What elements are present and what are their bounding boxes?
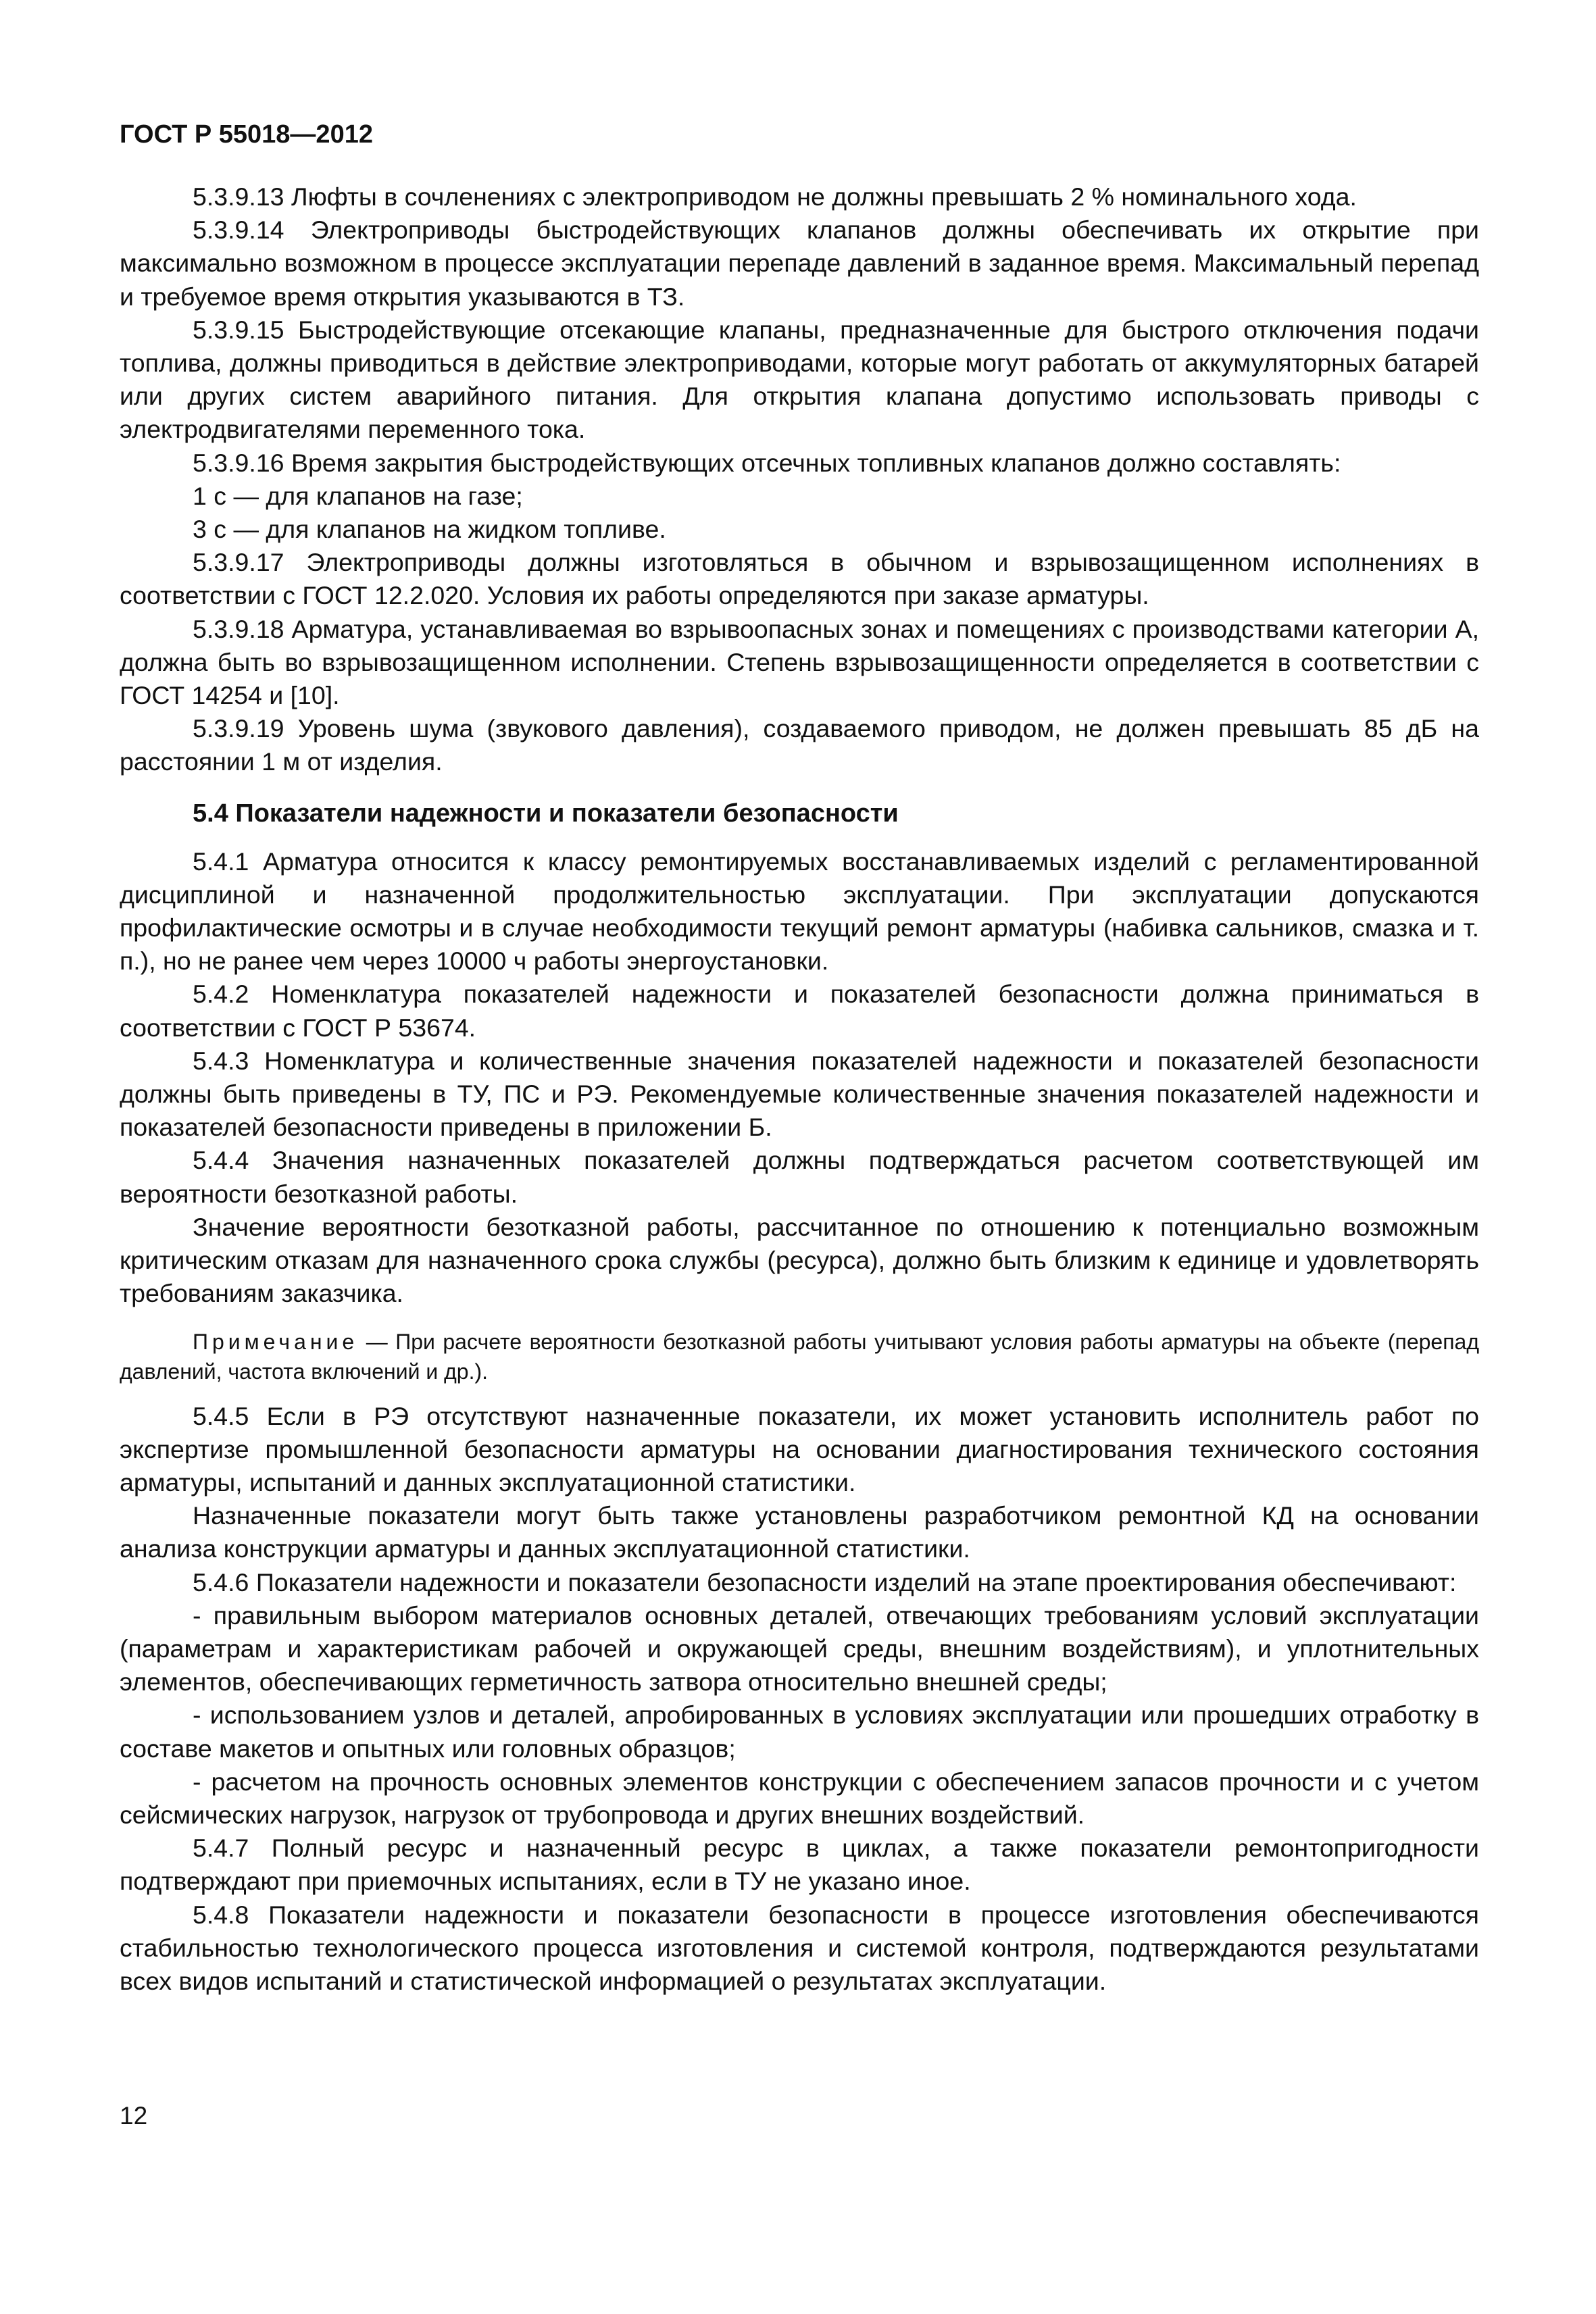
paragraph-5-3-9-19: 5.3.9.19 Уровень шума (звукового давления), создаваемого приводом, не должен превышать 85 дБ на расстоянии 1 м от изделия.	[120, 714, 1479, 776]
list-item-strength-calculation: - расчетом на прочность основных элементов конструкции с обеспечением запасов прочности и с учетом сейсмических нагрузок, нагрузок от трубопровода и других внешних воздействий.	[120, 1767, 1479, 1829]
paragraph-5-3-9-16: 5.3.9.16 Время закрытия быстродействующих отсечных топливных клапанов должно составлять:	[193, 448, 1341, 477]
paragraph-5-4-3: 5.4.3 Номенклатура и количественные значения показателей надежности и показателей безопасности должны быть приведены в ТУ, ПС и РЭ. Рекомендуемые количественные значения показателей надежности и показателей безопасности приведены в приложении Б.	[120, 1046, 1479, 1142]
paragraph-5-4-6: 5.4.6 Показатели надежности и показатели безопасности изделий на этапе проектирования обеспечивают:	[193, 1567, 1457, 1596]
list-item-gas: 1 с — для клапанов на газе;	[193, 481, 523, 510]
document-body	[120, 180, 1479, 1998]
paragraph-probability-value: Значение вероятности безотказной работы, рассчитанное по отношению к потенциально возможным критическим отказам для назначенного срока службы (ресурса), должно быть близким к единице и удовлетворять требованиям заказчика.	[120, 1212, 1479, 1308]
paragraph-5-4-8: 5.4.8 Показатели надежности и показатели безопасности в процессе изготовления обеспечиваются стабильностью технологического процесса изготовления и системой контроля, подтверждаются результатами всех видов испытаний и статистической информацией о результатах эксплуатации.	[120, 1900, 1479, 1995]
document-page	[120, 118, 1479, 1998]
note-text: — При расчете вероятности безотказной работы учитывают условия работы арматуры на объекте (перепад давлений, частота включений и др.).	[120, 1329, 1479, 1384]
paragraph-5-3-9-14: 5.3.9.14 Электроприводы быстродействующих клапанов должны обеспечивать их открытие при максимально возможном в процессе эксплуатации перепаде давлений в заданное время. Максимальный перепад и требуемое время открытия указываются в ТЗ.	[120, 216, 1479, 311]
paragraph-5-4-2: 5.4.2 Номенклатура показателей надежности и показателей безопасности должна приниматься в соответствии с ГОСТ Р 53674.	[120, 980, 1479, 1042]
paragraph-5-3-9-13: 5.3.9.13 Люфты в сочленениях с электроприводом не должны превышать 2 % номинального хода.	[193, 182, 1357, 211]
paragraph-5-4-7: 5.4.7 Полный ресурс и назначенный ресурс в циклах, а также показатели ремонтопригодности подтверждают при приемочных испытаниях, если в ТУ не указано иное.	[120, 1834, 1479, 1896]
list-item-components: - использованием узлов и деталей, апробированных в условиях эксплуатации или прошедших отработку в составе макетов и опытных или головных образцов;	[120, 1701, 1479, 1763]
paragraph-5-4-4: 5.4.4 Значения назначенных показателей должны подтверждаться расчетом соответствующей им вероятности безотказной работы.	[120, 1146, 1479, 1208]
list-item-liquid-fuel: 3 с — для клапанов на жидком топливе.	[193, 515, 666, 544]
paragraph-5-3-9-15: 5.3.9.15 Быстродействующие отсекающие клапаны, предназначенные для быстрого отключения подачи топлива, должны приводиться в действие электроприводами, которые могут работать от аккумуляторных батарей или других систем аварийного питания. Для открытия клапана допустимо использовать приводы с электродвигателями переменного тока.	[120, 315, 1479, 444]
paragraph-assigned-indicators: Назначенные показатели могут быть также установлены разработчиком ремонтной КД на основании анализа конструкции арматуры и данных эксплуатационной статистики.	[120, 1501, 1479, 1563]
paragraph-5-4-5: 5.4.5 Если в РЭ отсутствуют назначенные показатели, их может установить исполнитель работ по экспертизе промышленной безопасности арматуры на основании диагностирования технического состояния арматуры, испытаний и данных эксплуатационной статистики.	[120, 1401, 1479, 1496]
paragraph-5-4-1: 5.4.1 Арматура относится к классу ремонтируемых восстанавливаемых изделий с регламентированной дисциплиной и назначенной продолжительностью эксплуатации. При эксплуатации допускаются профилактические осмотры и в случае необходимости текущий ремонт арматуры (набивка сальников, смазка и т. п.), но не ранее чем через 10000 ч работы энергоустановки.	[120, 847, 1479, 976]
paragraph-5-3-9-17: 5.3.9.17 Электроприводы должны изготовляться в обычном и взрывозащищенном исполнениях в соответствии с ГОСТ 12.2.020. Условия их работы определяются при заказе арматуры.	[120, 548, 1479, 610]
note	[120, 1327, 1479, 1386]
paragraph-5-3-9-18: 5.3.9.18 Арматура, устанавливаемая во взрывоопасных зонах и помещениях с производствами категории А, должна быть во взрывозащищенном исполнении. Степень взрывозащищенности определяется в соответствии с ГОСТ 14254 и [10].	[120, 614, 1479, 710]
document-code-header: ГОСТ Р 55018—2012	[120, 120, 373, 149]
section-title-5-4: 5.4 Показатели надежности и показатели безопасности	[193, 799, 899, 828]
note-label: Примечание	[193, 1329, 359, 1354]
list-item-materials: - правильным выбором материалов основных деталей, отвечающих требованиям условий эксплуатации (параметрам и характеристикам рабочей и окружающей среды, внешним воздействиям), и уплотнительных элементов, обеспечивающих герметичность затвора относительно внешней среды;	[120, 1601, 1479, 1696]
page-number: 12	[120, 2102, 148, 2130]
